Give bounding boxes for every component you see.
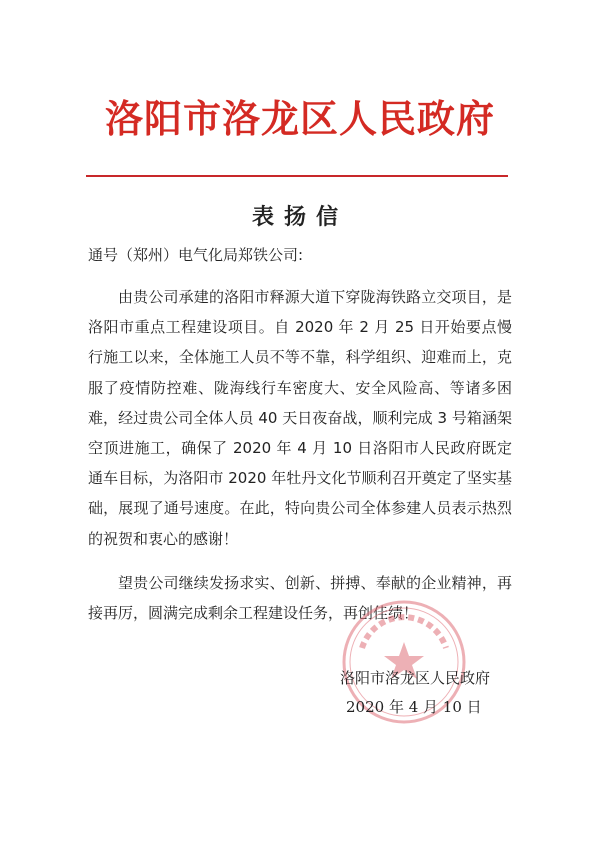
signature-date: 2020 年 4 月 10 日 (346, 698, 482, 716)
letter-body (88, 282, 512, 628)
letter-recipient: 通号（郑州）电气化局郑铁公司: (88, 246, 304, 264)
issuing-organization-header: 洛阳市洛龙区人民政府 (104, 96, 495, 141)
signature-organization: 洛阳市洛龙区人民政府 (340, 669, 491, 687)
body-paragraph: 望贵公司继续发扬求实、创新、拼搏、奉献的企业精神，再接再厉，圆满完成剩余工程建设任务，再创佳绩！ (88, 573, 512, 623)
letter-title: 表扬信 (251, 205, 348, 230)
header-divider (86, 175, 508, 177)
body-paragraph: 由贵公司承建的洛阳市释源大道下穿陇海铁路立交项目，是洛阳市重点工程建设项目。自 2020 年 2 月 25 日开始要点慢行施工以来，全体施工人员不等不靠，科学组织、迎难而上，克服了疫情防控难、陇海线行车密度大、安全风险高、等诸多困难，经过贵公司全体人员 40 天日夜奋战，顺利完成 3 号箱涵架空顶进施工，确保了 2020 年 4 月 10 日洛阳市人民政府既定通车目标，为洛阳市 2020 年牡丹文化节顺利召开奠定了坚实基础，展现了通号速度。在此，特向贵公司全体参建人员表示热烈的祝贺和衷心的感谢！ (88, 288, 512, 548)
